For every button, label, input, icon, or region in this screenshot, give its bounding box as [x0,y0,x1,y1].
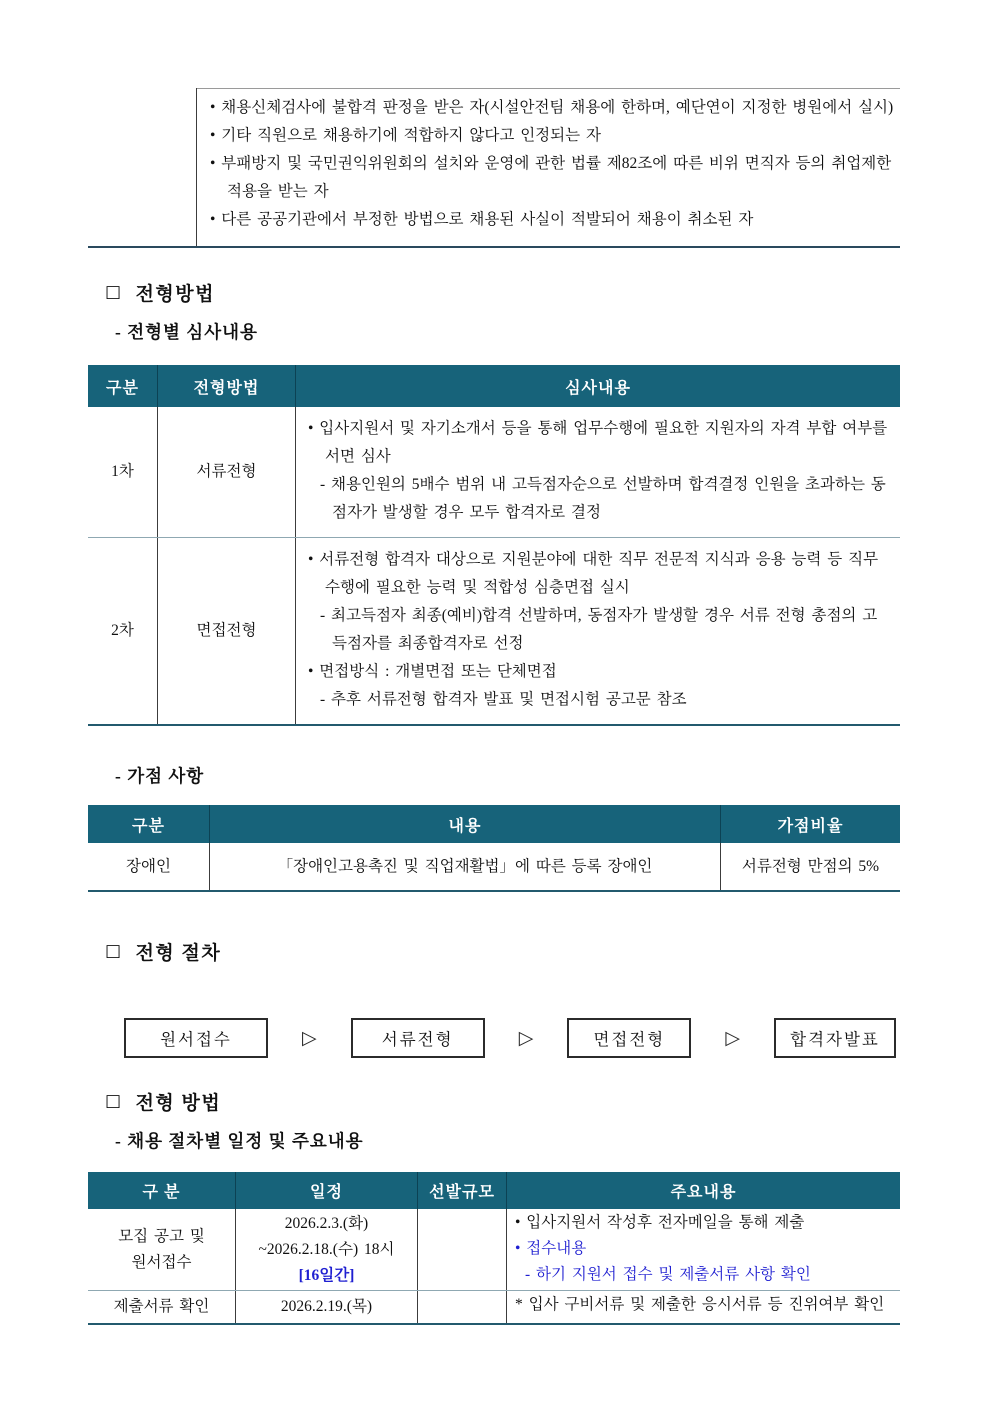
column-header: 가점비율 [777,817,844,835]
column-header: 구분 [88,805,210,843]
bonus-table-header-row [88,805,900,843]
table-row [88,407,900,537]
subsection-heading-schedule: - 채용 절차별 일정 및 주요내용 [115,1131,364,1151]
schedule-table [88,1172,900,1325]
subsection-heading-bonus: - 가점 사항 [115,766,205,786]
screening-table-header-row [88,365,900,407]
list-item: - 채용인원의 5배수 범위 내 고득점자순으로 선발하며 합격결정 인원을 초과하는 동점자가 발생할 경우 모두 합격자로 결정 [320,476,886,521]
right-triangle-arrow-icon: ▷ [518,1027,534,1049]
schedule-duration-highlight: [16일간] [298,1266,355,1284]
table-row [88,1290,900,1323]
square-marker-icon: □ [105,1090,123,1111]
column-header: 일정 [236,1172,418,1209]
details-cell [296,407,900,537]
column-header: 선발규모 [418,1172,507,1209]
category-cell: 장애인 [88,843,210,890]
method-cell: 서류전형 [158,407,296,537]
category-line: 원서접수 [131,1253,192,1271]
flow-step-announcement: 합격자발표 [774,1018,896,1058]
section-heading-screening-method [105,279,900,306]
section-heading-label: 전형 절차 [135,943,222,964]
category-cell [88,1209,236,1290]
list-item: • 다른 공공기관에서 부정한 방법으로 채용된 사실이 적발되어 채용이 취소된 자 [210,211,754,228]
category-line: 모집 공고 및 [118,1227,205,1245]
bonus-table [88,805,900,892]
flow-step-application: 원서접수 [124,1018,268,1058]
disqualification-table [88,88,900,248]
list-item: • 기타 직원으로 채용하기에 적합하지 않다고 인정되는 자 [210,127,601,144]
square-marker-icon: □ [105,281,123,302]
column-header: 구 분 [88,1172,236,1209]
column-header: 전형방법 [158,365,296,407]
subsection-heading-screening-detail: - 전형별 심사내용 [115,322,258,342]
table-row [88,537,900,724]
flow-step-interview: 면접전형 [567,1018,691,1058]
list-item: • 입사지원서 및 자기소개서 등을 통해 업무수행에 필요한 지원자의 자격 부합 여부를 서면 심사 [308,420,888,465]
content-cell: 「장애인고용촉진 및 직업재활법」에 따른 등록 장애인 [210,843,721,890]
section-heading-procedure [105,938,900,965]
disqualification-table-left-cell [88,88,197,246]
table-row [88,843,900,890]
process-flow [124,1018,896,1058]
ratio-cell: 서류전형 만점의 5% [741,857,880,875]
list-item: • 면접방식 : 개별면접 또는 단체면접 [308,663,557,680]
section-heading-label: 전형방법 [135,284,215,305]
list-item: • 입사지원서 작성후 전자메일을 통해 제출 [515,1214,805,1231]
right-triangle-arrow-icon: ▷ [302,1027,317,1049]
detail-cell: * 입사 구비서류 및 제출한 응시서류 등 진위여부 확인 [515,1296,885,1313]
list-item: • 접수내용 [515,1240,587,1257]
stage-cell: 2차 [88,538,158,724]
scale-cell [418,1209,507,1290]
method-cell: 면접전형 [158,538,296,724]
schedule-line: 2026.2.3.(화) [284,1214,369,1232]
table-row [88,1209,900,1290]
list-item: - 하기 지원서 접수 및 제출서류 사항 확인 [525,1266,811,1283]
list-item: • 서류전형 합격자 대상으로 지원분야에 대한 직무 전문적 지식과 응용 능력 등 직무 수행에 필요한 능력 및 적합성 심층면접 실시 [308,551,879,596]
column-header: 심사내용 [565,379,631,397]
list-item: • 채용신체검사에 불합격 판정을 받은 자(시설안전팀 채용에 한하며, 예단연이 지정한 병원에서 실시) [210,99,894,116]
stage-cell: 1차 [88,407,158,537]
right-triangle-arrow-icon: ▷ [725,1027,740,1049]
disqualification-table-content-cell [197,88,900,246]
square-marker-icon: □ [105,940,123,961]
column-header: 구분 [88,365,158,407]
section-heading-label: 전형 방법 [135,1093,222,1114]
details-cell [507,1209,900,1290]
screening-table [88,365,900,726]
column-header: 내용 [210,805,721,843]
scale-cell [418,1291,507,1323]
list-item: - 최고득점자 최종(예비)합격 선발하며, 동점자가 발생할 경우 서류 전형 총점의 고득점자를 최종합격자로 선정 [320,607,878,652]
category-cell: 제출서류 확인 [88,1291,236,1323]
details-cell [296,538,900,724]
flow-step-document-screening: 서류전형 [351,1018,485,1058]
list-item: • 부패방지 및 국민권익위원회의 설치와 운영에 관한 법률 제82조에 따른 비위 면직자 등의 취업제한 적용을 받는 자 [210,155,892,200]
schedule-cell: 2026.2.19.(목) [236,1291,418,1323]
schedule-table-header-row [88,1172,900,1209]
section-heading-method2 [105,1088,900,1115]
schedule-cell [236,1209,418,1290]
schedule-line: ~2026.2.18.(수) 18시 [258,1240,395,1258]
list-item: - 추후 서류전형 합격자 발표 및 면접시험 공고문 참조 [320,691,687,708]
column-header: 주요내용 [670,1184,737,1201]
